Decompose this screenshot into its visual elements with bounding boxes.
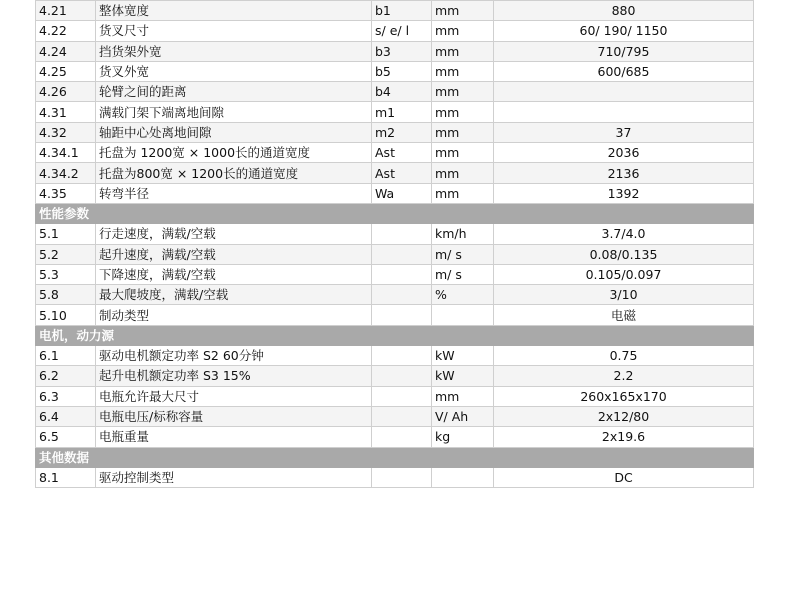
row-value: 2x19.6	[494, 427, 754, 447]
table-row	[36, 366, 754, 386]
table-row	[36, 122, 754, 142]
row-unit: kW	[432, 366, 494, 386]
table-row	[36, 1, 754, 21]
row-value: 1392	[494, 183, 754, 203]
row-symbol: b4	[372, 82, 432, 102]
row-item: 电瓶重量	[96, 427, 372, 447]
row-symbol: b1	[372, 1, 432, 21]
row-item: 行走速度，满载/空载	[96, 224, 372, 244]
row-symbol: b3	[372, 41, 432, 61]
row-number: 8.1	[36, 467, 96, 487]
table-row	[36, 41, 754, 61]
row-number: 5.3	[36, 264, 96, 284]
row-symbol	[372, 224, 432, 244]
row-value: 710/795	[494, 41, 754, 61]
row-value: 2x12/80	[494, 406, 754, 426]
row-value: 0.105/0.097	[494, 264, 754, 284]
row-item: 下降速度，满载/空载	[96, 264, 372, 284]
row-symbol	[372, 467, 432, 487]
row-number: 4.32	[36, 122, 96, 142]
row-value: 3/10	[494, 285, 754, 305]
table-row	[36, 386, 754, 406]
table-row	[36, 102, 754, 122]
row-item: 满载门架下端离地间隙	[96, 102, 372, 122]
row-unit: km/h	[432, 224, 494, 244]
row-number: 4.31	[36, 102, 96, 122]
row-number: 5.1	[36, 224, 96, 244]
row-item: 托盘为 1200宽 × 1000长的通道宽度	[96, 143, 372, 163]
row-item: 最大爬坡度，满载/空载	[96, 285, 372, 305]
row-value: 600/685	[494, 61, 754, 81]
row-item: 起升速度，满载/空载	[96, 244, 372, 264]
row-value	[494, 82, 754, 102]
row-unit: mm	[432, 102, 494, 122]
row-value: 60/ 190/ 1150	[494, 21, 754, 41]
table-row	[36, 285, 754, 305]
section-header-performance	[36, 203, 754, 223]
section-title: 其他数据	[36, 447, 754, 467]
row-unit: m/ s	[432, 244, 494, 264]
row-symbol: Ast	[372, 163, 432, 183]
row-item: 整体宽度	[96, 1, 372, 21]
row-unit: mm	[432, 183, 494, 203]
row-number: 4.24	[36, 41, 96, 61]
row-item: 轮臂之间的距离	[96, 82, 372, 102]
row-number: 4.21	[36, 1, 96, 21]
row-item: 电瓶电压/标称容量	[96, 406, 372, 426]
row-number: 4.22	[36, 21, 96, 41]
row-symbol: m2	[372, 122, 432, 142]
row-symbol	[372, 366, 432, 386]
section-title: 性能参数	[36, 203, 754, 223]
row-value: 电磁	[494, 305, 754, 325]
row-number: 4.34.1	[36, 143, 96, 163]
row-item: 电瓶允许最大尺寸	[96, 386, 372, 406]
row-symbol	[372, 285, 432, 305]
row-number: 5.2	[36, 244, 96, 264]
table-row	[36, 61, 754, 81]
row-number: 5.10	[36, 305, 96, 325]
row-symbol	[372, 346, 432, 366]
row-item: 托盘为800宽 × 1200长的通道宽度	[96, 163, 372, 183]
row-unit: V/ Ah	[432, 406, 494, 426]
table-row	[36, 264, 754, 284]
row-symbol: Wa	[372, 183, 432, 203]
row-unit	[432, 305, 494, 325]
row-unit: mm	[432, 61, 494, 81]
row-unit: mm	[432, 41, 494, 61]
row-value: DC	[494, 467, 754, 487]
row-unit: m/ s	[432, 264, 494, 284]
row-value: 2136	[494, 163, 754, 183]
table-row	[36, 427, 754, 447]
row-unit: mm	[432, 386, 494, 406]
row-value: 0.75	[494, 346, 754, 366]
row-item: 驱动电机额定功率 S2 60分钟	[96, 346, 372, 366]
row-symbol	[372, 264, 432, 284]
row-number: 6.5	[36, 427, 96, 447]
row-symbol	[372, 427, 432, 447]
table-row	[36, 244, 754, 264]
row-symbol: b5	[372, 61, 432, 81]
row-value: 880	[494, 1, 754, 21]
row-value: 2036	[494, 143, 754, 163]
table-row	[36, 467, 754, 487]
row-unit	[432, 467, 494, 487]
row-unit: %	[432, 285, 494, 305]
row-item: 轴距中心处离地间隙	[96, 122, 372, 142]
table-row	[36, 224, 754, 244]
section-header-motor	[36, 325, 754, 345]
table-row	[36, 163, 754, 183]
row-item: 驱动控制类型	[96, 467, 372, 487]
row-number: 4.25	[36, 61, 96, 81]
row-unit: mm	[432, 122, 494, 142]
row-unit: mm	[432, 163, 494, 183]
row-unit: mm	[432, 21, 494, 41]
row-item: 货叉尺寸	[96, 21, 372, 41]
row-item: 转弯半径	[96, 183, 372, 203]
row-symbol	[372, 305, 432, 325]
table-row	[36, 305, 754, 325]
row-symbol: s/ e/ l	[372, 21, 432, 41]
row-item: 货叉外宽	[96, 61, 372, 81]
row-number: 4.34.2	[36, 163, 96, 183]
table-row	[36, 82, 754, 102]
row-number: 6.4	[36, 406, 96, 426]
row-symbol	[372, 406, 432, 426]
row-symbol	[372, 386, 432, 406]
row-number: 4.26	[36, 82, 96, 102]
table-row	[36, 183, 754, 203]
row-value	[494, 102, 754, 122]
row-value: 3.7/4.0	[494, 224, 754, 244]
row-item: 制动类型	[96, 305, 372, 325]
section-title: 电机，动力源	[36, 325, 754, 345]
row-value: 37	[494, 122, 754, 142]
table-row	[36, 21, 754, 41]
row-value: 260x165x170	[494, 386, 754, 406]
row-item: 挡货架外宽	[96, 41, 372, 61]
row-unit: mm	[432, 82, 494, 102]
row-number: 4.35	[36, 183, 96, 203]
table-row	[36, 143, 754, 163]
row-unit: mm	[432, 143, 494, 163]
row-unit: kg	[432, 427, 494, 447]
section-header-other	[36, 447, 754, 467]
table-row	[36, 406, 754, 426]
row-symbol: m1	[372, 102, 432, 122]
row-unit: mm	[432, 1, 494, 21]
row-number: 6.3	[36, 386, 96, 406]
row-value: 2.2	[494, 366, 754, 386]
spec-table	[35, 0, 754, 488]
row-item: 起升电机额定功率 S3 15%	[96, 366, 372, 386]
row-number: 6.1	[36, 346, 96, 366]
row-symbol: Ast	[372, 143, 432, 163]
row-number: 6.2	[36, 366, 96, 386]
table-row	[36, 346, 754, 366]
row-symbol	[372, 244, 432, 264]
row-unit: kW	[432, 346, 494, 366]
row-value: 0.08/0.135	[494, 244, 754, 264]
row-number: 5.8	[36, 285, 96, 305]
